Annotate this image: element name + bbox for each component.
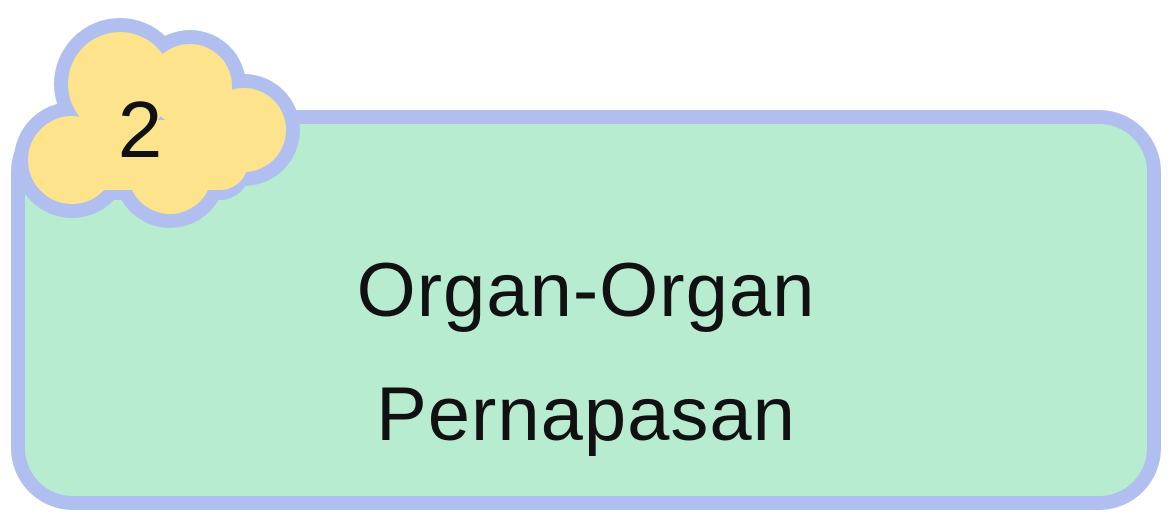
page-title: [25, 229, 1147, 477]
title-line-2: Pernapasan: [376, 372, 796, 457]
section-number: 2: [117, 85, 163, 174]
title-line-1: Organ-Organ: [356, 248, 816, 333]
cloud-badge-icon: [0, 0, 320, 240]
